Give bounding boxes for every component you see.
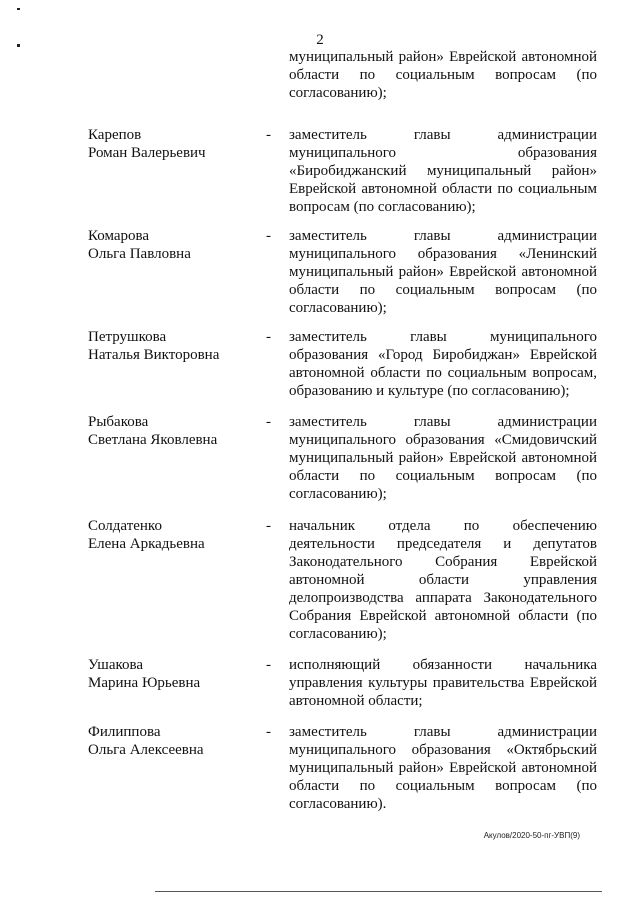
member-position: заместитель главы администрации муниципального образования «Ленинский муниципальный район» Еврейской автономной области по социальным вопросам (по согласованию); bbox=[289, 228, 597, 316]
member-name bbox=[88, 723, 258, 759]
dash-separator: - bbox=[266, 228, 271, 244]
member-given-names: Ольга Алексеевна bbox=[88, 742, 204, 758]
member-position: заместитель главы муниципального образования «Город Биробиджан» Еврейской автономной области по социальным вопросам, образованию и культуре (по согласованию); bbox=[289, 329, 597, 399]
member-name bbox=[88, 517, 258, 553]
member-position: заместитель главы администрации муниципального образования «Смидовичский муниципальный район» Еврейской автономной области по социальным вопросам (по согласованию); bbox=[289, 414, 597, 502]
member-given-names: Наталья Викторовна bbox=[88, 347, 220, 363]
member-name bbox=[88, 413, 258, 449]
member-position: начальник отдела по обеспечению деятельности председателя и депутатов Законодательного Собрания Еврейской автономной области управления делопроизводства аппарата Законодательного Собрания Еврейской автономной области (по согласованию); bbox=[289, 518, 597, 642]
member-given-names: Ольга Павловна bbox=[88, 246, 191, 262]
member-name bbox=[88, 227, 258, 263]
member-surname: Петрушкова bbox=[88, 329, 167, 345]
member-surname: Ушакова bbox=[88, 657, 144, 673]
dash-separator: - bbox=[266, 127, 271, 143]
scan-speck bbox=[17, 8, 20, 10]
member-surname: Солдатенко bbox=[88, 518, 162, 534]
member-position: исполняющий обязанности начальника управления культуры правительства Еврейской автономной области; bbox=[289, 657, 597, 709]
dash-separator: - bbox=[266, 724, 271, 740]
dash-separator: - bbox=[266, 414, 271, 430]
member-surname: Рыбакова bbox=[88, 414, 149, 430]
member-surname: Филиппова bbox=[88, 724, 161, 740]
continuation-text: муниципальный район» Еврейской автономной области по социальным вопросам (по согласованию); bbox=[289, 49, 597, 101]
footer-code: Акулов/2020-50-пг-УВП(9) bbox=[483, 831, 580, 840]
member-name bbox=[88, 328, 258, 364]
dash-separator: - bbox=[266, 657, 271, 673]
page-number: 2 bbox=[316, 32, 324, 48]
member-given-names: Марина Юрьевна bbox=[88, 675, 201, 691]
member-given-names: Светлана Яковлевна bbox=[88, 432, 218, 448]
member-given-names: Роман Валерьевич bbox=[88, 145, 206, 161]
member-position: заместитель главы администрации муниципального образования «Октябрьский муниципальный район» Еврейской автономной области по социальным вопросам (по согласованию). bbox=[289, 724, 597, 812]
member-name bbox=[88, 656, 258, 692]
member-position: заместитель главы администрации муниципального образования «Биробиджанский муниципальный район» Еврейской автономной области по социальным вопросам (по согласованию); bbox=[289, 127, 597, 215]
member-surname: Комарова bbox=[88, 228, 150, 244]
member-name bbox=[88, 126, 258, 162]
member-surname: Карепов bbox=[88, 127, 142, 143]
dash-separator: - bbox=[266, 518, 271, 534]
dash-separator: - bbox=[266, 329, 271, 345]
member-given-names: Елена Аркадьевна bbox=[88, 536, 205, 552]
bottom-divider bbox=[155, 891, 602, 892]
